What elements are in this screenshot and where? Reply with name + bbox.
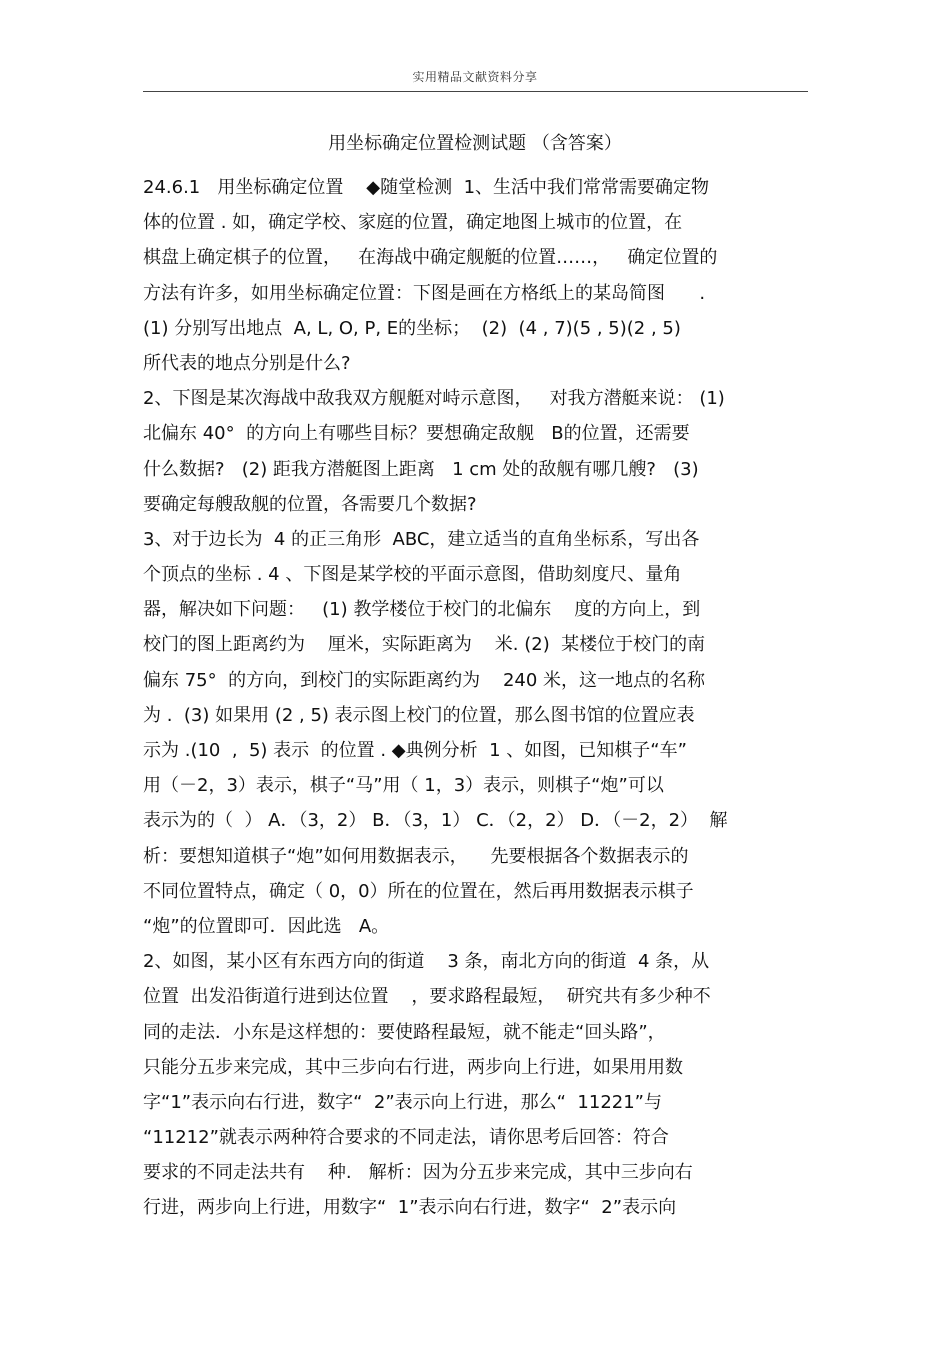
text-line: “11212”就表示两种符合要求的不同走法，请你思考后回答：符合 xyxy=(143,1127,669,1149)
page-header: 实用精品文献资料分享 xyxy=(412,70,538,84)
text-line: 3、对于边长为 4 的正三角形 ABC，建立适当的直角坐标系，写出各 xyxy=(143,528,700,550)
text-line: 用（－2，3）表示，棋子“马”用（ 1，3）表示，则棋子“炮”可以 xyxy=(143,775,664,797)
text-line: 要确定每艘敌舰的位置，各需要几个数据? xyxy=(143,493,477,515)
text-line: 字“1”表示向右行进，数字“ 2”表示向上行进，那么“ 11221”与 xyxy=(143,1091,663,1113)
text-line: 要求的不同走法共有 种. 解析：因为分五步来完成，其中三步向右 xyxy=(143,1162,693,1184)
document-body xyxy=(143,170,813,1226)
text-line: 24.6.1 用坐标确定位置 ◆随堂检测 1、生活中我们常常需要确定物 xyxy=(143,177,710,198)
text-line: 不同位置特点，确定（ 0，0）所在的位置在，然后再用数据表示棋子 xyxy=(143,880,694,902)
text-line: 2、下图是某次海战中敌我双方舰艇对峙示意图， 对我方潜艇来说： (1) xyxy=(143,388,725,410)
text-line: 校门的图上距离约为 厘米，实际距离为 米. (2) 某楼位于校门的南 xyxy=(143,634,706,656)
text-line: (1) 分别写出地点 A, L, O, P, E的坐标； (2) (4 , 7)(5 , 5)(2 , 5) xyxy=(143,317,681,339)
text-line: 棋盘上确定棋子的位置， 在海战中确定舰艇的位置……， 确定位置的 xyxy=(143,247,718,269)
text-line: 示为 .(10 , 5) 表示 的位置 . ◆典例分析 1 、如图，已知棋子“车” xyxy=(143,740,687,761)
text-line: 为 . (3) 如果用 (2 , 5) 表示图上校门的位置，那么图书馆的位置应表 xyxy=(143,704,695,726)
text-line: 位置 出发沿街道行进到达位置 ，要求路程最短， 研究共有多少种不 xyxy=(143,986,711,1008)
text-line: 只能分五步来完成，其中三步向右行进，两步向上行进，如果用用数 xyxy=(143,1056,683,1078)
text-line: 体的位置 . 如，确定学校、家庭的位置，确定地图上城市的位置，在 xyxy=(143,212,683,234)
document-title: 用坐标确定位置检测试题 （含答案） xyxy=(328,133,622,154)
text-line: 析：要想知道棋子“炮”如何用数据表示， 先要根据各个数据表示的 xyxy=(143,845,689,867)
text-line: 表示为的（ ） A．（3，2） B．（3，1） C．（2，2） D．（－2，2） 解 xyxy=(143,810,728,832)
text-line: 方法有许多，如用坐标确定位置：下图是画在方格纸上的某岛简图 . xyxy=(143,282,706,304)
text-line: 个顶点的坐标 . 4 、下图是某学校的平面示意图，借助刻度尺、量角 xyxy=(143,564,682,586)
text-line: 所代表的地点分别是什么? xyxy=(143,352,351,374)
text-line: 北偏东 40° 的方向上有哪些目标？要想确定敌舰 B的位置，还需要 xyxy=(143,423,690,445)
header-divider xyxy=(143,91,808,92)
text-line: 什么数据? (2) 距我方潜艇图上距离 1 cm 处的敌舰有哪几艘? (3) xyxy=(143,458,699,480)
text-line: 2、如图，某小区有东西方向的街道 3 条，南北方向的街道 4 条，从 xyxy=(143,951,710,973)
text-line: 偏东 75° 的方向，到校门的实际距离约为 240 米，这一地点的名称 xyxy=(143,669,706,691)
text-line: 器，解决如下问题： (1) 教学楼位于校门的北偏东 度的方向上，到 xyxy=(143,599,701,621)
text-line: “炮”的位置即可．因此选 A。 xyxy=(143,915,390,937)
text-line: 行进，两步向上行进，用数字“ 1”表示向右行进，数字“ 2”表示向 xyxy=(143,1197,677,1219)
text-line: 同的走法．小东是这样想的：要使路程最短，就不能走“回头路”， xyxy=(143,1021,666,1043)
